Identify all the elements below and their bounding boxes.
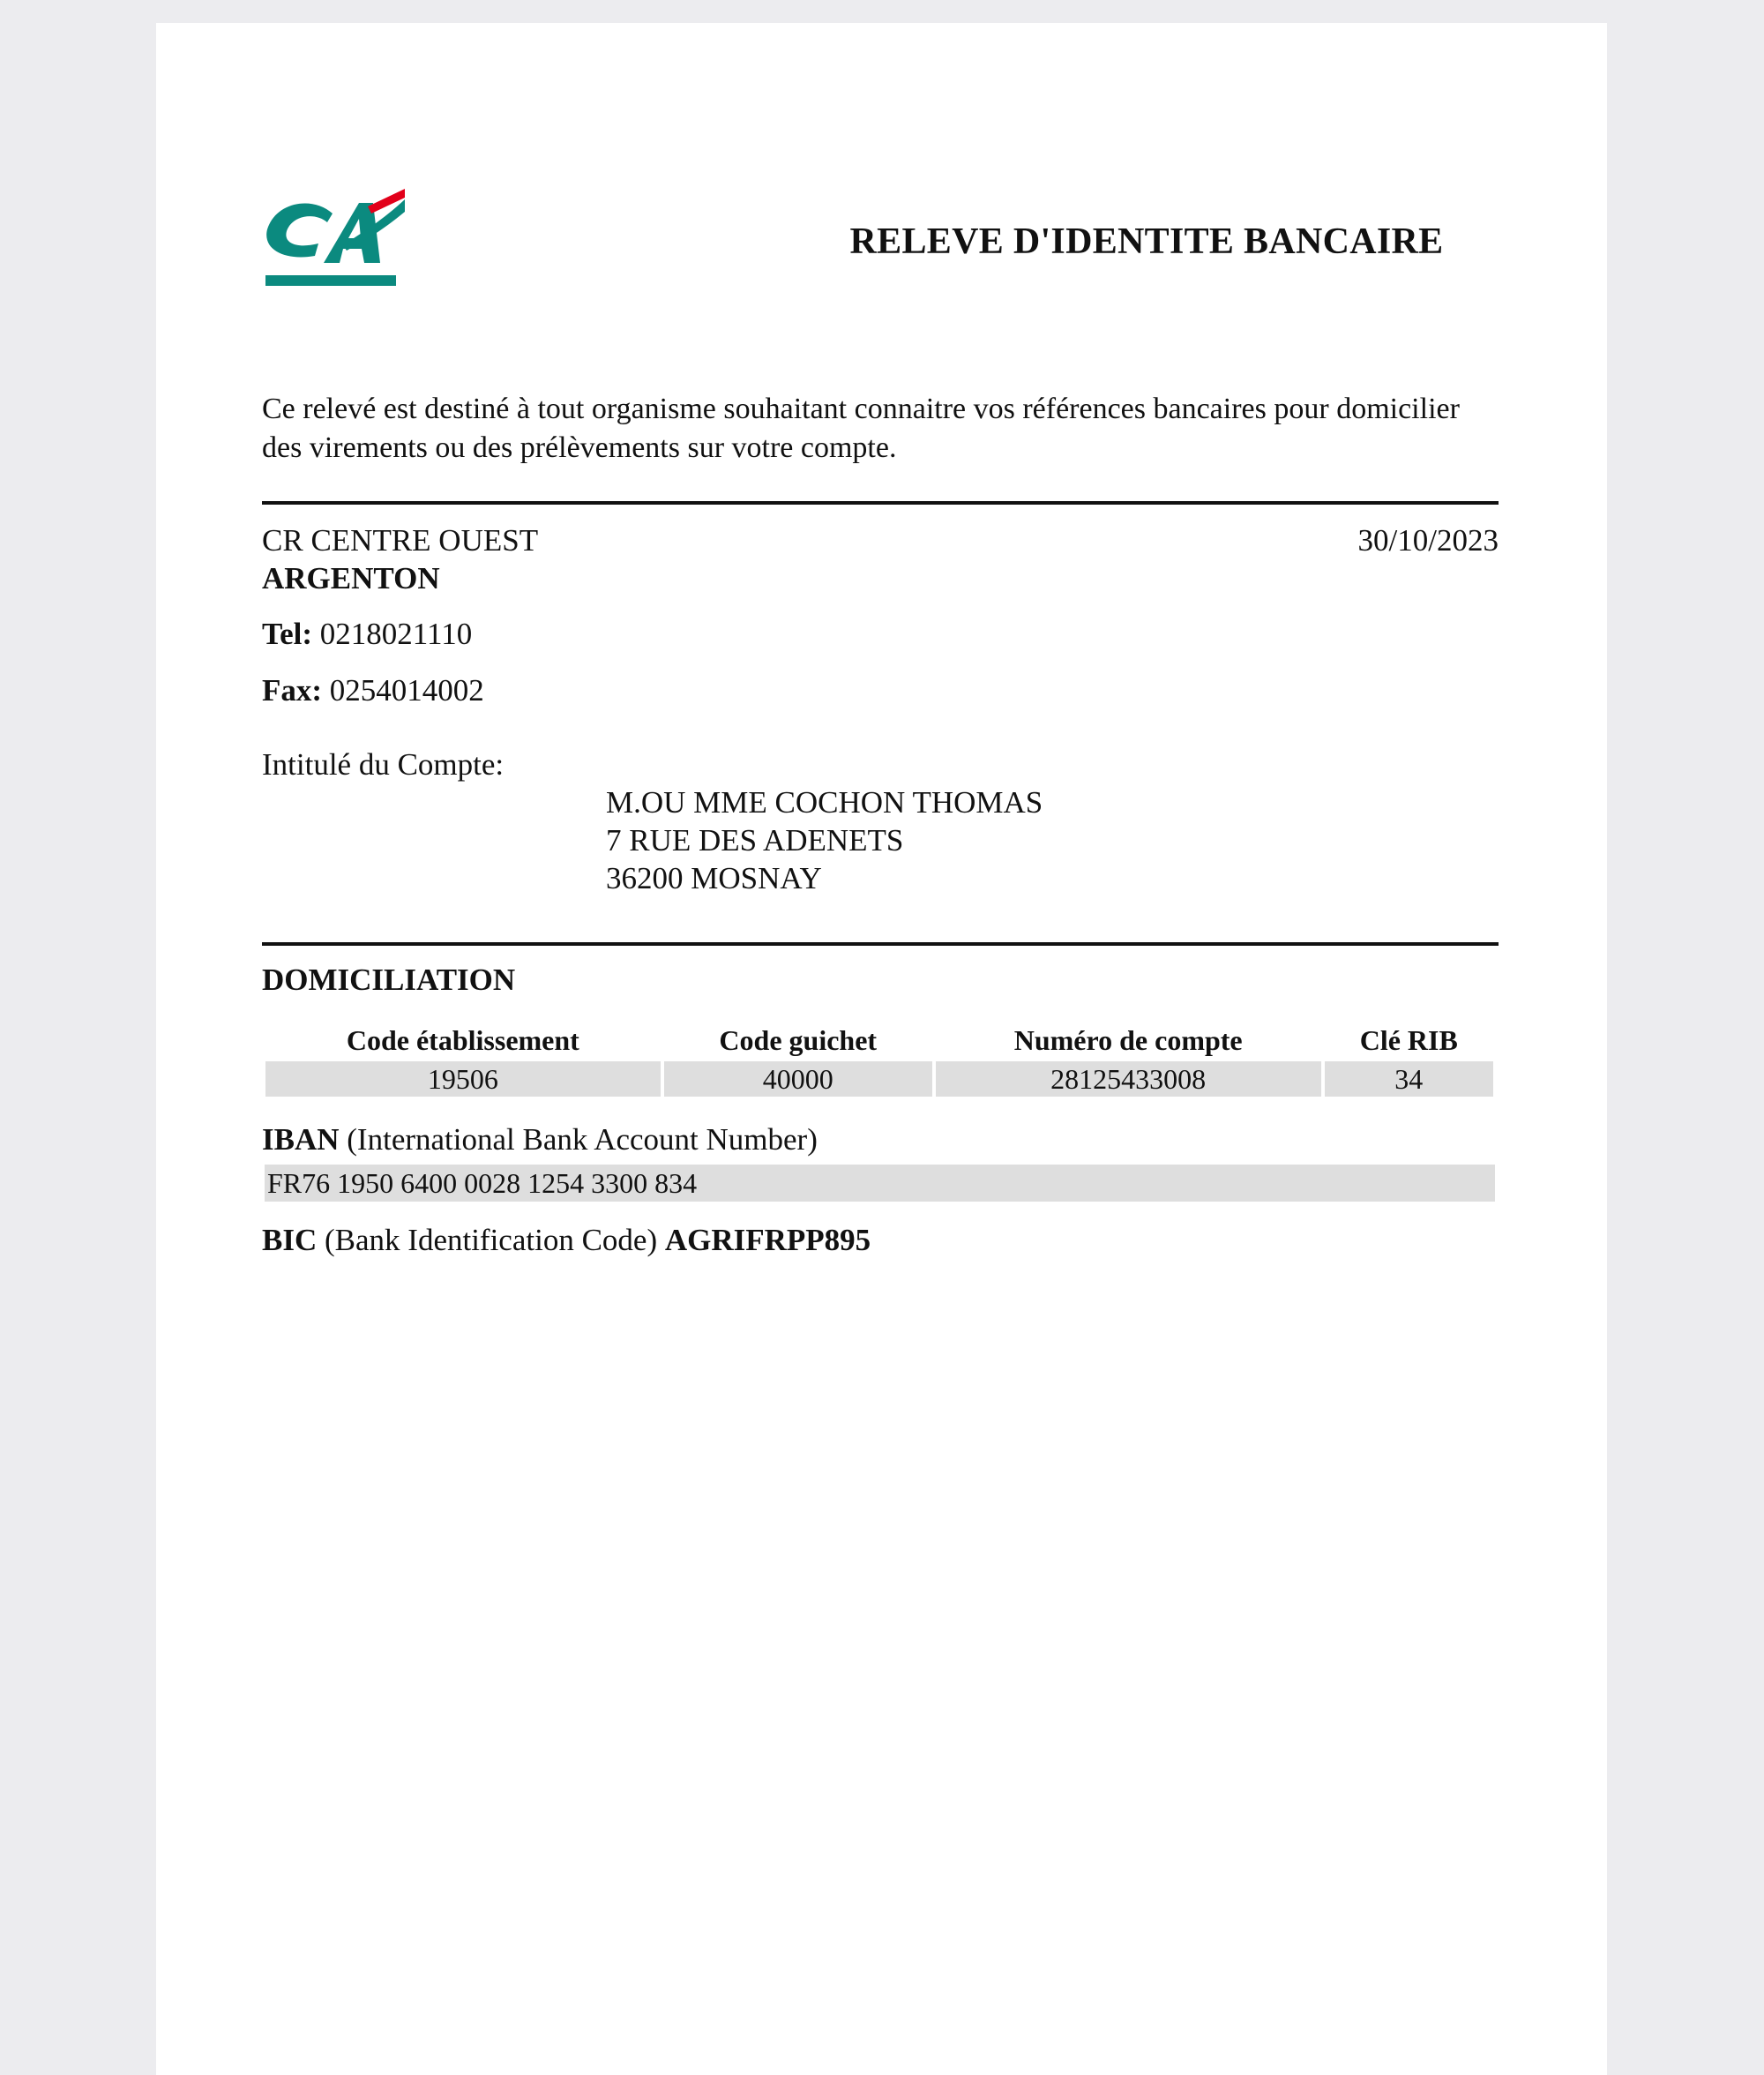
fax-label: Fax: (262, 673, 323, 708)
fax-line (262, 672, 484, 709)
iban-value: FR76 1950 6400 0028 1254 3300 834 (265, 1165, 1495, 1202)
value-code-etablissement: 19506 (265, 1061, 661, 1097)
value-cle-rib: 34 (1325, 1061, 1493, 1097)
account-title-label: Intitulé du Compte: (262, 747, 505, 782)
statement-date: 30/10/2023 (1357, 523, 1499, 558)
rib-table-value-row (265, 1061, 1493, 1097)
account-holder-address-line2: 36200 MOSNAY (606, 861, 822, 895)
rib-table (262, 1019, 1497, 1097)
agency-name: ARGENTON (262, 561, 440, 596)
divider-top (262, 501, 1499, 505)
account-holder-address-line1: 7 RUE DES ADENETS (606, 823, 904, 858)
iban-heading (262, 1121, 818, 1158)
bank-name: CR CENTRE OUEST (262, 523, 539, 558)
tel-number: 0218021110 (319, 617, 473, 651)
iban-label: IBAN (262, 1122, 340, 1157)
fax-number: 0254014002 (329, 673, 484, 708)
tel-line (262, 616, 472, 653)
header-numero-compte: Numéro de compte (1013, 1023, 1243, 1056)
credit-agricole-logo-icon (262, 187, 407, 291)
account-holder-name: M.OU MME COCHON THOMAS (606, 785, 1043, 820)
header-code-etablissement: Code établissement (346, 1023, 579, 1056)
bic-description: (Bank Identification Code) (325, 1223, 658, 1257)
document-title: RELEVE D'IDENTITE BANCAIRE (849, 221, 1444, 262)
value-code-guichet: 40000 (664, 1061, 932, 1097)
bic-label: BIC (262, 1223, 318, 1257)
iban-description: (International Bank Account Number) (347, 1122, 818, 1157)
divider-middle (262, 942, 1499, 946)
rib-table-header-row (265, 1019, 1493, 1061)
account-holder-block (606, 783, 1043, 897)
value-numero-compte: 28125433008 (936, 1061, 1321, 1097)
header-cle-rib: Clé RIB (1359, 1023, 1458, 1056)
domiciliation-title: DOMICILIATION (262, 963, 516, 997)
bic-value: AGRIFRPP895 (664, 1223, 871, 1257)
tel-label: Tel: (262, 617, 313, 651)
header-code-guichet: Code guichet (719, 1023, 878, 1056)
intro-text: Ce relevé est destiné à tout organisme souhaitant connaitre vos références bancaires pour domicilier des virements ou des prélèvements sur votre compte. (262, 393, 1460, 464)
bic-line (262, 1222, 871, 1259)
